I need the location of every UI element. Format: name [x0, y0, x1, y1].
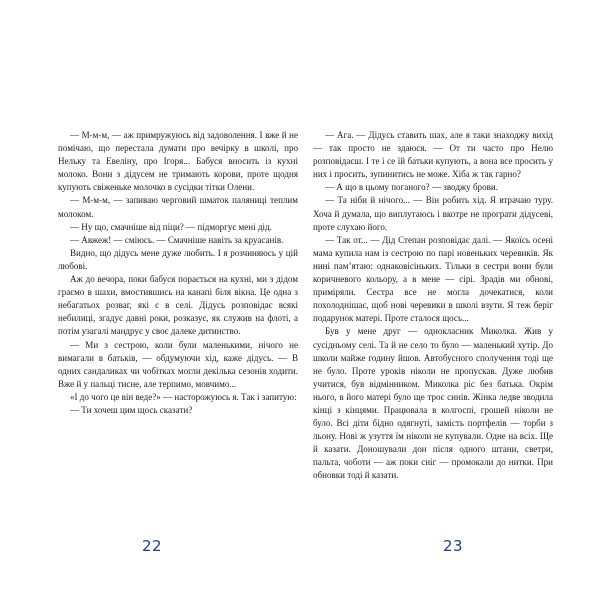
right-page [313, 129, 553, 589]
right-page-text [313, 129, 553, 483]
paragraph: — Ти хочеш цим щось сказати? [70, 404, 193, 415]
paragraph: Аж до вечора, поки бабуся порається на кухні, ми з дідом граємо в шахи, вмостившись на канапі біля вікна. Це одна з небагатьох розваг, які є в селі. Дідусь розповідає всякі небилиці, згадує давні роки, розказує, як служив на флоті, а потім узагалі мандрує у своє далеке дитинство. [58, 274, 298, 337]
paragraph: — Так от... — Дід Степан розповідає далі. — Якоїсь осені мама купила нам із сестрою по парі новеньких черевиків. Як нині пам’ятаю: однаковісіньких. Тільки в сестри вони були коричневого кольору, а в мене — сірі. Зрадів ми обнові, приміряли. Сестра все не могла дочекатися, коли похолоднішає, щоб нові черевики в школі взути. Я теж беріг подарунок матері. Проте сталося щось... [313, 234, 553, 324]
paragraph: — Ага. — Дідусь ставить шах, але я таки знаходжу вихід — так просто не здаюся. — От ти часто про Нелю розповідаєш. І те і се їй батьки купують, а вона все просить у них і просить, зупинитись не може. Хіба ж так гарно? [313, 130, 553, 180]
left-page [58, 129, 298, 589]
page-number: 23 [443, 537, 464, 555]
paragraph: — Ну що, смачніше від піци? — підморгує мені дід. [70, 221, 272, 232]
paragraph: — М-м-м, — аж примружуюсь від задоволення. І вже й не помічаю, що перестала думати про вечірку в школі, про Нельку та Евеліну, про Ігоря... Бабуся вносить із кухні молоко. Вони з дідусем не тримають корови, проте щодня купують свіженьке молочко в сусідки тітки Олени. [58, 130, 298, 193]
paragraph: — М-м-м, — запиваю черговий шматок паляниці теплим молоком. [58, 195, 298, 219]
paragraph: Видно, що дідусь мене дуже любить. І я розчиняюсь у цій любові. [58, 247, 298, 271]
paragraph: — А що в цьому поганого? — зводжу брови. [325, 182, 498, 193]
page-number: 22 [142, 537, 163, 555]
left-page-text [58, 129, 298, 417]
paragraph: — Та ніби й нічого... — Він робить хід. Я втрачаю туру. Хоча й думала, що виплутаюсь і вкотре не програти дідусеві, проте слухаю його. [313, 195, 553, 232]
paragraph: Був у мене друг — однокласник Миколка. Жив у сусідньому селі. Та й не село то було — маленький хутір. До школи майже годину йшов. Автобусного сполучення тоді ще не було. Проте уроків ніколи не пропускав. Дуже любив учитися, був відмінником. Миколка ріс без батька. Окрім нього, в його матері було ще троє синів. Жінка ледве зводила кінці з кінцями. Працювала в колгоспі, грошей ніколи не було. Всі діти бідно одягнуті, замість портфелів — торби з льону. Нові ж узуття їм ніколи не купували. Одне на всіх. Ще й казати. Доношували дон після одного штани, светри, пальта, чоботи — аж поки сніг — промокали до нитки. При обновки тоді й казати. [313, 326, 553, 481]
paragraph: «І до чого це він веде?» — насторожуюсь я. Так і запитую: [70, 391, 297, 402]
paragraph: — Авжеж! — сміюсь. — Смачніше навіть за круасанів. [70, 234, 284, 245]
paragraph: — Ми з сестрою, коли були маленькими, нічого не вимагали в батьків, — обдумуючи хід, каже дідусь. — В одних сандаликах чи чобітках могли декілька сезонів ходити. Вже й у пальці тисне, але терпимо, мовчимо... [58, 339, 298, 389]
